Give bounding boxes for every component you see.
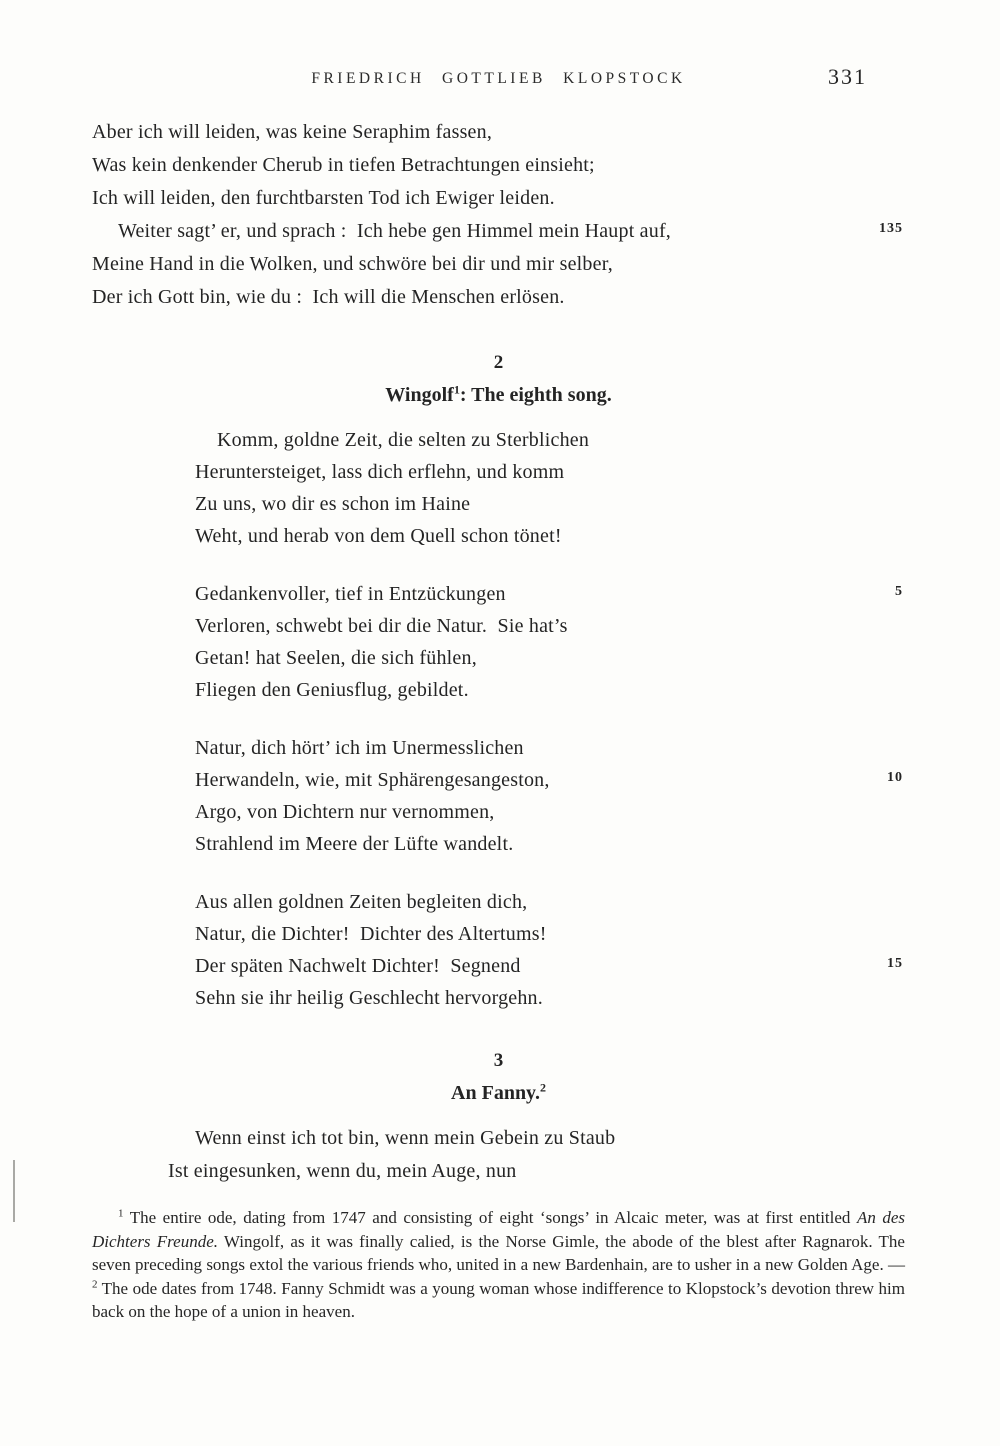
stanza-3: [92, 732, 905, 860]
poem-line: Natur, die Dichter! Dichter des Altertums!: [195, 923, 547, 945]
footnote-ref-1: 1: [453, 382, 460, 397]
verse-number-15: 15: [887, 956, 903, 971]
poem-line: Meine Hand in die Wolken, und schwöre bei dir und mir selber,: [92, 253, 613, 275]
footnote-marker-2: 2: [92, 1277, 98, 1290]
poem-line: Aber ich will leiden, was keine Seraphim fassen,: [92, 121, 493, 143]
poem-line: Was kein denkender Cherub in tiefen Betrachtungen einsieht;: [92, 154, 595, 176]
section-2-title-rest: : The eighth song.: [459, 384, 612, 406]
poem-an-fanny: [92, 1122, 905, 1188]
poem-line: Ist eingesunken, wenn du, mein Auge, nun: [168, 1160, 517, 1182]
stanza-4: [92, 886, 905, 1014]
poem-continuation-block: [92, 116, 905, 314]
verse-number-135: 135: [879, 221, 903, 236]
poem-line-text: Herwandeln, wie, mit Sphärengesangeston,: [195, 769, 550, 791]
section-2-number: 2: [493, 352, 504, 373]
section-3-title-main: An Fanny.: [451, 1082, 540, 1104]
footnote-marker-1: 1: [118, 1207, 124, 1220]
footnote-ref-2: 2: [539, 1080, 546, 1095]
poem-line: Fliegen den Geniusflug, gebildet.: [195, 679, 469, 701]
poem-line: Getan! hat Seelen, die sich fühlen,: [195, 647, 477, 669]
poem-line: Natur, dich hört’ ich im Unermesslichen: [195, 737, 524, 759]
poem-line: [195, 950, 905, 982]
stanza-2: [92, 578, 905, 706]
section-2-title: [92, 382, 905, 408]
poem-line: Ich will leiden, den furchtbarsten Tod ich Ewiger leiden.: [92, 187, 555, 209]
footnote-italic-title: An des Dichters Freunde.: [92, 1208, 906, 1251]
page-number: 331: [828, 64, 867, 89]
verse-number-5: 5: [895, 584, 903, 599]
poem-line-text: Weiter sagt’ er, und sprach : Ich hebe gen Himmel mein Haupt auf,: [118, 220, 672, 242]
poem-line: Der ich Gott bin, wie du : Ich will die Menschen erlösen.: [92, 286, 565, 308]
poem-line: Komm, goldne Zeit, die selten zu Sterblichen: [217, 429, 590, 451]
poem-line: [195, 764, 905, 796]
section-2-title-main: Wingolf: [385, 384, 454, 406]
margin-scan-mark: [13, 1160, 15, 1222]
poem-line: Verloren, schwebt bei dir die Natur. Sie hat’s: [195, 615, 568, 637]
poem-line: Aus allen goldnen Zeiten begleiten dich,: [195, 891, 528, 913]
poem-line: Strahlend im Meere der Lüfte wandelt.: [195, 833, 514, 855]
footnote-text: Wingolf, as it was finally calied, is the Norse Gimle, the abode of the blest after Ragnarok. The seven preceding songs extol the various friends who, united in a new Bardenhain, are to usher in a new Golden Age. —: [92, 1231, 905, 1274]
verse-number-10: 10: [887, 770, 903, 785]
poem-line-text: Gedankenvoller, tief in Entzückungen: [195, 583, 506, 605]
page-header-title: FRIEDRICH GOTTLIEB KLOPSTOCK: [311, 70, 686, 87]
page-content: [92, 64, 906, 1324]
poem-line: Zu uns, wo dir es schon im Haine: [195, 493, 471, 515]
poem-line: Weht, und herab von dem Quell schon tönet!: [195, 525, 562, 547]
running-head: [92, 64, 905, 96]
footnotes: [92, 1206, 905, 1324]
poem-line: [92, 215, 905, 248]
footnote-text: The entire ode, dating from 1747 and consisting of eight ‘songs’ in Alcaic meter, was at first entitled: [123, 1208, 857, 1227]
poem-line-text: Der späten Nachwelt Dichter! Segnend: [195, 955, 521, 977]
poem-line: Argo, von Dichtern nur vernommen,: [195, 801, 495, 823]
poem-line: Sehn sie ihr heilig Geschlecht hervorgehn.: [195, 987, 543, 1009]
footnote-text: The ode dates from 1748. Fanny Schmidt was a young woman whose indifference to Klopstock’s devotion threw him back on the hope of a union in heaven.: [92, 1278, 905, 1321]
poem-line: Heruntersteiget, lass dich erflehn, und komm: [195, 461, 565, 483]
section-3-title: [92, 1080, 905, 1106]
poem-line: [195, 578, 905, 610]
poem-line: Wenn einst ich tot bin, wenn mein Gebein zu Staub: [195, 1127, 616, 1149]
section-3-number: 3: [493, 1050, 504, 1071]
stanza-1: [92, 424, 905, 552]
